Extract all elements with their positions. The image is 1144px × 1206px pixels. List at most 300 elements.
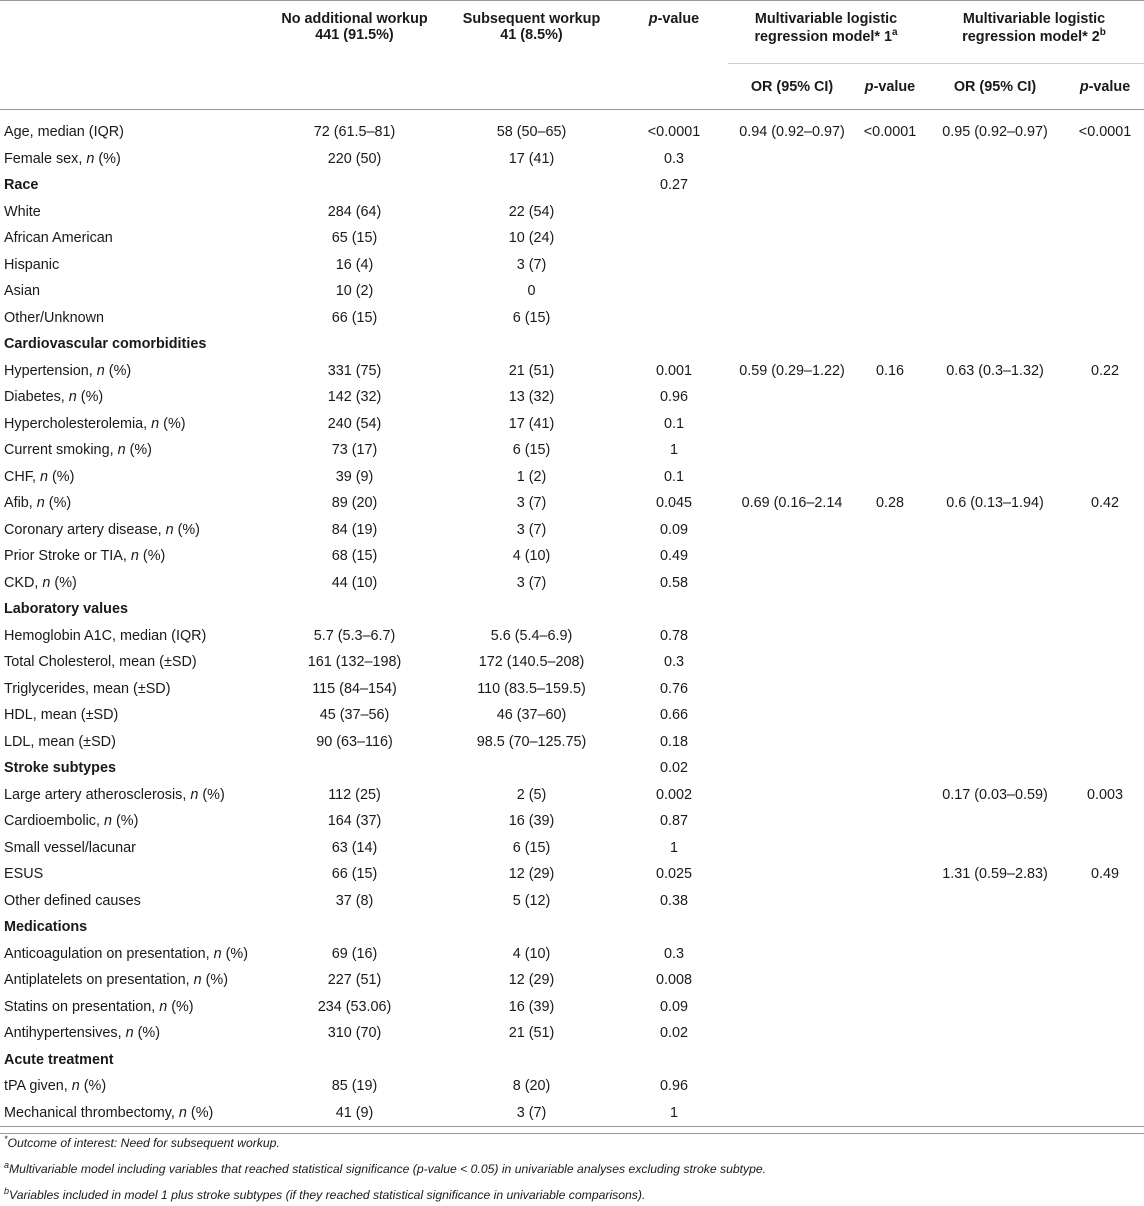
no-workup-value: 68 (15) xyxy=(331,548,378,565)
subsequent-workup-value: 6 (15) xyxy=(512,839,551,856)
header-no-workup-count: 441 (91.5%) xyxy=(315,27,394,43)
row-label-suffix: (%) xyxy=(125,442,152,459)
subsequent-workup-value: 98.5 (70–125.75) xyxy=(476,733,587,750)
pvalue xyxy=(620,305,728,332)
model1-or xyxy=(728,1073,856,1100)
row-label-text: Hispanic xyxy=(4,256,60,273)
footnote-a xyxy=(4,1154,766,1180)
no-workup-value: 69 (16) xyxy=(331,945,378,962)
subsequent-workup-value: 17 (41) xyxy=(508,415,555,432)
pvalue: 0.002 xyxy=(655,786,692,803)
footnote-a-text: Multivariable model including variables that reached statistical significance (p-value < 0.05) in univariable analyses excluding stroke subtype. xyxy=(9,1162,767,1177)
model1-or xyxy=(728,808,856,835)
header-blank xyxy=(0,64,266,110)
no-workup-value: 45 (37–56) xyxy=(319,707,390,724)
row-label-text: Small vessel/lacunar xyxy=(4,839,136,856)
model1-or xyxy=(728,199,856,226)
model1-or xyxy=(728,146,856,173)
p-italic: p xyxy=(864,78,874,95)
row-label xyxy=(0,808,266,835)
subsequent-workup-value xyxy=(443,172,620,199)
model1-pvalue xyxy=(856,384,924,411)
table-row xyxy=(0,729,1144,756)
model2-pvalue xyxy=(1066,278,1144,305)
model2-pvalue xyxy=(1066,517,1144,544)
subsequent-workup-value: 13 (32) xyxy=(508,389,555,406)
model1-or xyxy=(728,1020,856,1047)
model2-pvalue xyxy=(1066,464,1144,491)
model2-or xyxy=(924,252,1066,279)
model1-or xyxy=(728,252,856,279)
or-label: OR (95% CI) xyxy=(953,78,1037,95)
table-row xyxy=(0,1020,1144,1047)
model2-pvalue xyxy=(1066,676,1144,703)
model1-pvalue xyxy=(856,1020,924,1047)
header-model1-or xyxy=(728,64,856,110)
model2-or xyxy=(924,1047,1066,1074)
no-workup-value: 65 (15) xyxy=(331,230,378,247)
row-label xyxy=(0,676,266,703)
row-label xyxy=(0,1073,266,1100)
table-row xyxy=(0,358,1144,385)
model1-or: 0.59 (0.29–1.22) xyxy=(739,362,845,379)
model1-pvalue: 0.28 xyxy=(875,495,904,512)
pvalue: 0.87 xyxy=(659,813,688,830)
model2-or xyxy=(924,1073,1066,1100)
model1-pvalue xyxy=(856,517,924,544)
pvalue: 0.38 xyxy=(659,892,688,909)
model1-pvalue xyxy=(856,278,924,305)
model1-or xyxy=(728,543,856,570)
subsequent-workup-value: 1 (2) xyxy=(516,468,547,485)
subsequent-workup-value: 4 (10) xyxy=(512,548,551,565)
model1-pvalue xyxy=(856,1100,924,1127)
model1-or xyxy=(728,888,856,915)
subsequent-workup-value xyxy=(443,1047,620,1074)
table-row xyxy=(0,252,1144,279)
table-row xyxy=(0,490,1144,517)
model1-pvalue xyxy=(856,702,924,729)
model2-pvalue xyxy=(1066,570,1144,597)
header-no-workup xyxy=(266,1,443,64)
row-label-italic: n xyxy=(178,1104,187,1121)
table-row xyxy=(0,464,1144,491)
table-body xyxy=(0,110,1144,1134)
row-label-suffix: (%) xyxy=(48,468,75,485)
row-label xyxy=(0,225,266,252)
table-row xyxy=(0,702,1144,729)
model2-or: 0.6 (0.13–1.94) xyxy=(946,495,1044,512)
header-variable xyxy=(0,1,266,64)
table-row xyxy=(0,1100,1144,1127)
no-workup-value: 73 (17) xyxy=(331,442,378,459)
model2-pvalue xyxy=(1066,914,1144,941)
model2-or xyxy=(924,384,1066,411)
pvalue: <0.0001 xyxy=(647,124,701,141)
row-label-text: Other/Unknown xyxy=(4,309,104,326)
model2-pvalue xyxy=(1066,331,1144,358)
subsequent-workup-value xyxy=(443,755,620,782)
model2-or xyxy=(924,1020,1066,1047)
section-row xyxy=(0,596,1144,623)
model1-pvalue: <0.0001 xyxy=(863,124,917,141)
row-label-text: Statins on presentation, xyxy=(4,998,160,1015)
row-label-italic: n xyxy=(96,362,105,379)
pvalue xyxy=(620,914,728,941)
model2-pvalue xyxy=(1066,967,1144,994)
table-row xyxy=(0,649,1144,676)
header-model1-line2: regression model* 1 xyxy=(754,28,892,45)
model2-or xyxy=(924,570,1066,597)
no-workup-value xyxy=(266,1047,443,1074)
pvalue: 0.3 xyxy=(663,654,684,671)
subsequent-workup-value: 110 (83.5–159.5) xyxy=(477,680,586,697)
row-label-italic: n xyxy=(213,945,222,962)
row-label xyxy=(0,941,266,968)
no-workup-value: 39 (9) xyxy=(335,468,374,485)
footnote-b-mark: b xyxy=(4,1186,10,1197)
table-row xyxy=(0,278,1144,305)
model1-or xyxy=(728,755,856,782)
no-workup-value: 115 (84–154) xyxy=(312,680,397,697)
row-label xyxy=(0,411,266,438)
model1-or xyxy=(728,782,856,809)
row-label-text: Diabetes, xyxy=(4,389,69,406)
subsequent-workup-value: 12 (29) xyxy=(508,866,555,883)
header-blank xyxy=(266,64,443,110)
subsequent-workup-value: 3 (7) xyxy=(516,256,547,273)
model1-or xyxy=(728,967,856,994)
model1-pvalue xyxy=(856,861,924,888)
model2-or xyxy=(924,464,1066,491)
model2-or xyxy=(924,172,1066,199)
model2-or xyxy=(924,437,1066,464)
section-label xyxy=(0,172,266,199)
row-label-text: Total Cholesterol, mean (±SD) xyxy=(4,654,197,671)
row-label-text: Antihypertensives, xyxy=(4,1025,126,1042)
model2-or xyxy=(924,146,1066,173)
table-row xyxy=(0,384,1144,411)
header-model2-line1: Multivariable logistic xyxy=(962,11,1106,27)
row-label-text: Hypercholesterolemia, xyxy=(4,415,152,432)
row-label-italic: n xyxy=(36,495,45,512)
model1-pvalue xyxy=(856,755,924,782)
model2-pvalue: 0.003 xyxy=(1087,786,1124,803)
no-workup-value: 44 (10) xyxy=(331,574,378,591)
model1-or: 0.94 (0.92–0.97) xyxy=(739,124,845,141)
row-label-text: Afib, xyxy=(4,495,37,512)
row-label-italic: n xyxy=(159,998,168,1015)
model1-or xyxy=(728,278,856,305)
pvalue xyxy=(620,199,728,226)
pvalue: 0.045 xyxy=(655,495,692,512)
no-workup-value xyxy=(266,914,443,941)
subsequent-workup-value: 172 (140.5–208) xyxy=(478,654,585,671)
header-model1-p xyxy=(856,64,924,110)
model2-or: 0.95 (0.92–0.97) xyxy=(942,124,1048,141)
row-label xyxy=(0,649,266,676)
model1-pvalue xyxy=(856,676,924,703)
section-label xyxy=(0,914,266,941)
no-workup-value: 89 (20) xyxy=(331,495,378,512)
row-label-text: Asian xyxy=(4,283,40,300)
row-label-suffix: (%) xyxy=(44,495,72,512)
model1-or xyxy=(728,729,856,756)
model2-or xyxy=(924,967,1066,994)
row-label xyxy=(0,967,266,994)
model2-or xyxy=(924,702,1066,729)
model2-pvalue xyxy=(1066,437,1144,464)
model1-pvalue xyxy=(856,967,924,994)
model2-pvalue xyxy=(1066,729,1144,756)
row-label-italic: n xyxy=(130,548,139,565)
table-row xyxy=(0,941,1144,968)
table-row xyxy=(0,570,1144,597)
model2-or xyxy=(924,994,1066,1021)
row-label-suffix: (%) xyxy=(221,945,249,962)
model2-or xyxy=(924,835,1066,862)
model2-or xyxy=(924,808,1066,835)
row-label xyxy=(0,278,266,305)
footnote-a-mark: a xyxy=(4,1160,10,1171)
row-label-italic: n xyxy=(39,468,48,485)
model2-or: 0.63 (0.3–1.32) xyxy=(946,362,1044,379)
model1-or xyxy=(728,225,856,252)
table-header xyxy=(0,1,1144,110)
section-row xyxy=(0,755,1144,782)
no-workup-value xyxy=(266,755,443,782)
model1-pvalue xyxy=(856,331,924,358)
model1-or xyxy=(728,994,856,1021)
section-label xyxy=(0,596,266,623)
row-label-suffix: (%) xyxy=(159,415,186,432)
row-label-suffix: (%) xyxy=(138,548,166,565)
table-row xyxy=(0,517,1144,544)
model1-pvalue xyxy=(856,146,924,173)
no-workup-value: 284 (64) xyxy=(327,203,382,220)
row-label xyxy=(0,119,266,146)
row-label-text: African American xyxy=(4,230,113,247)
footnote-star-mark: * xyxy=(4,1134,8,1144)
row-label xyxy=(0,623,266,650)
section-row xyxy=(0,331,1144,358)
model2-pvalue xyxy=(1066,225,1144,252)
no-workup-value: 161 (132–198) xyxy=(307,654,402,671)
pvalue xyxy=(620,278,728,305)
model1-pvalue xyxy=(856,729,924,756)
model1-or xyxy=(728,702,856,729)
row-label-italic: n xyxy=(165,521,174,538)
model1-pvalue xyxy=(856,411,924,438)
row-label-text: White xyxy=(4,203,41,220)
pvalue: 0.66 xyxy=(659,707,688,724)
footnote-b xyxy=(4,1180,766,1206)
model2-or xyxy=(924,411,1066,438)
spacer xyxy=(0,110,1144,120)
no-workup-value xyxy=(266,596,443,623)
model1-pvalue xyxy=(856,199,924,226)
subsequent-workup-value xyxy=(443,596,620,623)
p-rest: -value xyxy=(873,78,916,95)
row-label-text: ESUS xyxy=(4,866,44,883)
no-workup-value xyxy=(266,331,443,358)
pvalue: 0.3 xyxy=(663,945,684,962)
model2-or xyxy=(924,888,1066,915)
row-label-italic: n xyxy=(151,415,160,432)
model2-or xyxy=(924,649,1066,676)
no-workup-value: 37 (8) xyxy=(335,892,374,909)
row-label-suffix: (%) xyxy=(167,998,194,1015)
header-model2-line2: regression model* 2 xyxy=(962,28,1100,45)
row-label-text: tPA given, xyxy=(4,1078,72,1095)
row-label-text: Coronary artery disease, xyxy=(4,521,166,538)
no-workup-value: 164 (37) xyxy=(327,813,382,830)
model2-pvalue xyxy=(1066,623,1144,650)
model2-pvalue xyxy=(1066,1047,1144,1074)
table-row xyxy=(0,861,1144,888)
model1-pvalue xyxy=(856,994,924,1021)
pvalue: 0.001 xyxy=(655,362,692,379)
no-workup-value: 234 (53.06) xyxy=(317,998,392,1015)
subsequent-workup-value xyxy=(443,331,620,358)
no-workup-value: 240 (54) xyxy=(327,415,382,432)
row-label xyxy=(0,305,266,332)
model2-pvalue xyxy=(1066,1020,1144,1047)
row-label xyxy=(0,199,266,226)
row-label-italic: n xyxy=(42,574,51,591)
model2-or: 1.31 (0.59–2.83) xyxy=(942,866,1048,883)
pvalue: 0.02 xyxy=(659,1025,688,1042)
pvalue: 0.02 xyxy=(659,760,688,777)
table-row xyxy=(0,305,1144,332)
model1-pvalue xyxy=(856,782,924,809)
subsequent-workup-value: 46 (37–60) xyxy=(496,707,567,724)
model1-pvalue xyxy=(856,570,924,597)
p-italic: p xyxy=(1079,78,1089,95)
model1-or: 0.69 (0.16–2.14 xyxy=(741,495,843,512)
table-row xyxy=(0,808,1144,835)
header-model1 xyxy=(728,1,924,64)
pvalue: 0.96 xyxy=(659,389,688,406)
row-label xyxy=(0,1100,266,1127)
table-row xyxy=(0,994,1144,1021)
model1-pvalue xyxy=(856,596,924,623)
pvalue: 0.49 xyxy=(659,548,688,565)
footnote-star xyxy=(4,1128,766,1154)
pvalue xyxy=(620,1047,728,1074)
no-workup-value: 16 (4) xyxy=(335,256,374,273)
no-workup-value: 90 (63–116) xyxy=(316,733,393,750)
model1-or xyxy=(728,464,856,491)
no-workup-value: 41 (9) xyxy=(266,1100,443,1127)
header-subsequent-count: 41 (8.5%) xyxy=(500,27,563,43)
model1-pvalue xyxy=(856,888,924,915)
row-label-text: LDL, mean (±SD) xyxy=(4,733,116,750)
model2-or xyxy=(924,305,1066,332)
model2-or xyxy=(924,331,1066,358)
row-label-italic: n xyxy=(68,389,77,406)
model1-or xyxy=(728,172,856,199)
section-label xyxy=(0,755,266,782)
subsequent-workup-value: 0 xyxy=(527,283,536,300)
model2-or xyxy=(924,914,1066,941)
section-label xyxy=(0,331,266,358)
row-label-suffix: (%) xyxy=(133,1025,160,1042)
row-label-italic: n xyxy=(193,972,202,989)
section-row xyxy=(0,1047,1144,1074)
row-label-text: Stroke subtypes xyxy=(4,760,116,777)
model1-or xyxy=(728,437,856,464)
no-workup-value: 220 (50) xyxy=(327,150,382,167)
model1-or xyxy=(728,305,856,332)
row-label-italic: n xyxy=(190,786,199,803)
row-label-text: Cardioembolic, xyxy=(4,813,104,830)
row-label-italic: n xyxy=(71,1078,80,1095)
row-label xyxy=(0,490,266,517)
row-label-text: CHF, xyxy=(4,468,40,485)
row-label xyxy=(0,888,266,915)
row-label xyxy=(0,861,266,888)
row-label-text: Large artery atherosclerosis, xyxy=(4,786,191,803)
header-model1-sup: a xyxy=(892,27,898,38)
subsequent-workup-value: 6 (15) xyxy=(512,442,551,459)
row-label-text: Race xyxy=(4,177,39,194)
model2-pvalue xyxy=(1066,146,1144,173)
row-label-text: Current smoking, xyxy=(4,442,118,459)
model2-pvalue xyxy=(1066,941,1144,968)
row-label-text: Age, median (IQR) xyxy=(4,124,124,141)
model1-or xyxy=(728,835,856,862)
model1-or xyxy=(728,517,856,544)
row-label xyxy=(0,358,266,385)
subsequent-workup-value: 8 (20) xyxy=(512,1078,551,1095)
row-label xyxy=(0,437,266,464)
model1-or xyxy=(728,676,856,703)
footnote-star-text: Outcome of interest: Need for subsequent workup. xyxy=(7,1136,280,1151)
model2-pvalue xyxy=(1066,1073,1144,1100)
header-model2-sup: b xyxy=(1099,27,1106,38)
subsequent-workup-value: 3 (7) xyxy=(516,521,547,538)
header-pvalue xyxy=(620,1,728,64)
no-workup-value: 227 (51) xyxy=(327,972,382,989)
row-label-text: Other defined causes xyxy=(4,892,141,909)
pvalue: 0.008 xyxy=(655,972,692,989)
model2-pvalue xyxy=(1066,835,1144,862)
model2-pvalue: <0.0001 xyxy=(1078,124,1132,141)
no-workup-value: 66 (15) xyxy=(331,866,378,883)
model1-pvalue xyxy=(856,464,924,491)
row-label xyxy=(0,384,266,411)
row-label xyxy=(0,146,266,173)
row-label xyxy=(0,782,266,809)
pvalue: 1 xyxy=(669,839,678,856)
model2-or xyxy=(924,225,1066,252)
no-workup-value: 142 (32) xyxy=(327,389,382,406)
no-workup-value: 10 (2) xyxy=(335,283,374,300)
model2-pvalue: 0.49 xyxy=(1091,866,1120,883)
model2-pvalue xyxy=(1066,596,1144,623)
pvalue xyxy=(620,596,728,623)
header-model2 xyxy=(924,1,1144,64)
pvalue: 0.78 xyxy=(659,627,688,644)
pvalue: 1 xyxy=(669,442,678,459)
model2-or xyxy=(924,729,1066,756)
model1-pvalue xyxy=(856,543,924,570)
pvalue xyxy=(620,331,728,358)
model2-pvalue xyxy=(1066,252,1144,279)
model1-or xyxy=(728,861,856,888)
table-row xyxy=(0,623,1144,650)
